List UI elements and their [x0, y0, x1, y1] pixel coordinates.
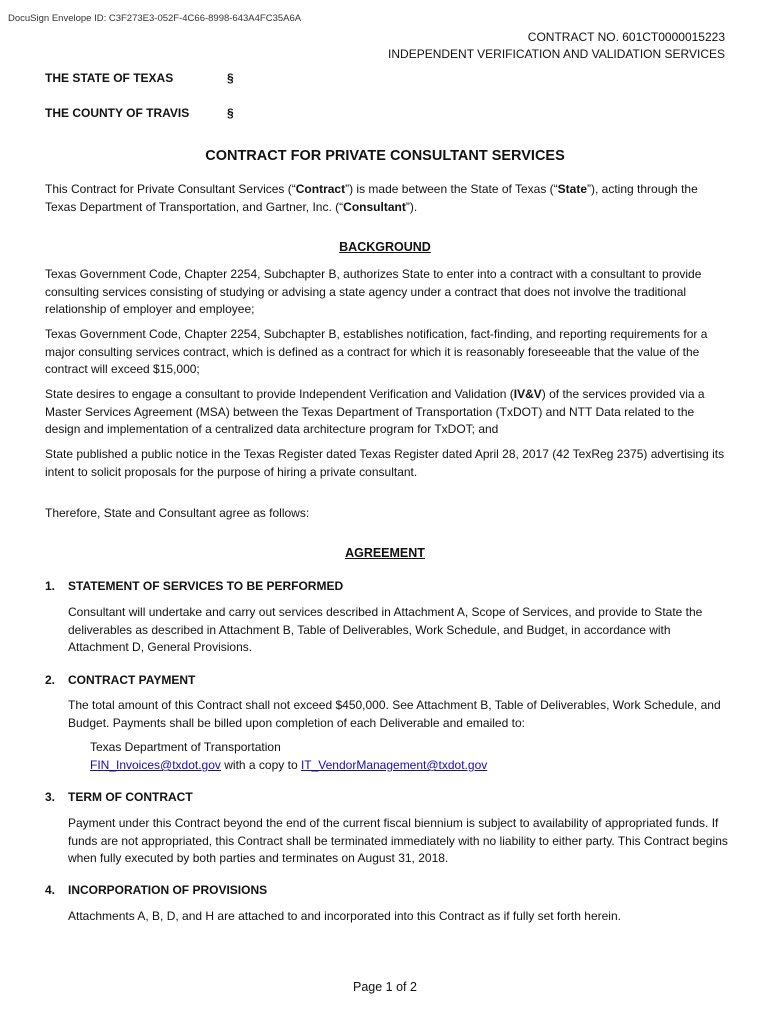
section-3-body: Payment under this Contract beyond the end of the current fiscal biennium is subject to availability of appropriated funds. If funds are not appropriated, this Contract shall be terminated immediately with no liability to either party. This Contract begins when fully executed by both parties and terminates on August 31, 2018. — [68, 816, 728, 866]
invoice-email-link[interactable]: FIN_Invoices@txdot.gov — [90, 758, 221, 772]
document-title: CONTRACT FOR PRIVATE CONSULTANT SERVICES — [205, 148, 565, 164]
background-paragraph-1: Texas Government Code, Chapter 2254, Subchapter B, authorizes State to enter into a contract with a consultant to provide consulting services consisting of studying or advising a state agency under a contract that does not involve the traditional relationship of employer and employee; — [45, 267, 702, 317]
section-symbol: § — [227, 106, 234, 120]
venue-state-line — [45, 71, 234, 85]
contract-subtitle: INDEPENDENT VERIFICATION AND VALIDATION SERVICES — [388, 47, 725, 61]
payment-address-name: Texas Department of Transportation — [90, 740, 281, 754]
background-heading: BACKGROUND — [339, 240, 431, 254]
intro-paragraph: This Contract for Private Consultant Services (“Contract”) is made between the State of Texas (“State”), acting through the Texas Department of Transportation, and Gartner, Inc. (“Consultant”). — [45, 182, 698, 214]
background-paragraph-4: State published a public notice in the Texas Register dated Texas Register dated April 28, 2017 (42 TexReg 2375) advertising its intent to solicit proposals for the purpose of hiring a private consultant. — [45, 447, 725, 479]
payment-emails: FIN_Invoices@txdot.gov with a copy to IT_VendorManagement@txdot.gov — [90, 758, 488, 772]
agreement-heading: AGREEMENT — [345, 546, 425, 560]
section-2-body: The total amount of this Contract shall not exceed $450,000. See Attachment B, Table of Deliverables, Work Schedule, and Budget. Payments shall be billed upon completion of each Deliverable and emailed to: — [68, 698, 721, 730]
docusign-envelope-id: DocuSign Envelope ID: C3F273E3-052F-4C66-8998-643A4FC35A6A — [8, 13, 302, 24]
section-1-heading: 1. STATEMENT OF SERVICES TO BE PERFORMED — [45, 579, 344, 593]
vendor-management-email-link[interactable]: IT_VendorManagement@txdot.gov — [300, 758, 488, 772]
section-3-heading: 3. TERM OF CONTRACT — [45, 790, 193, 804]
page-number: Page 1 of 2 — [353, 980, 417, 994]
section-2-heading: 2. CONTRACT PAYMENT — [45, 673, 196, 687]
venue-county-line — [45, 106, 234, 120]
section-1-body: Consultant will undertake and carry out services described in Attachment A, Scope of Services, and provide to State the deliverables as described in Attachment B, Table of Deliverables, Work Schedule, and Budget, in accordance with Attachment D, General Provisions. — [68, 605, 703, 655]
section-4-heading: 4. INCORPORATION OF PROVISIONS — [45, 883, 268, 897]
therefore-clause: Therefore, State and Consultant agree as follows: — [45, 506, 310, 520]
contract-number: CONTRACT NO. 601CT0000015223 — [527, 30, 725, 44]
background-paragraph-3: State desires to engage a consultant to provide Independent Verification and Validation (IV&V) of the services provided via a Master Services Agreement (MSA) between the Texas Department of Transportation (TxDOT) and NTT Data related to the design and implementation of a centralized data architecture program for TxDOT; and — [45, 387, 705, 437]
background-paragraph-2: Texas Government Code, Chapter 2254, Subchapter B, establishes notification, fact-finding, and reporting requirements for a major consulting services contract, which is defined as a contract for which it is reasonably foreseeable that the value of the contract will exceed $15,000; — [45, 327, 708, 377]
section-4-body: Attachments A, B, D, and H are attached to and incorporated into this Contract as if fully set forth herein. — [68, 909, 621, 923]
section-symbol: § — [227, 71, 234, 85]
venue-county: THE COUNTY OF TRAVIS — [45, 106, 190, 120]
venue-state: THE STATE OF TEXAS — [45, 71, 174, 85]
